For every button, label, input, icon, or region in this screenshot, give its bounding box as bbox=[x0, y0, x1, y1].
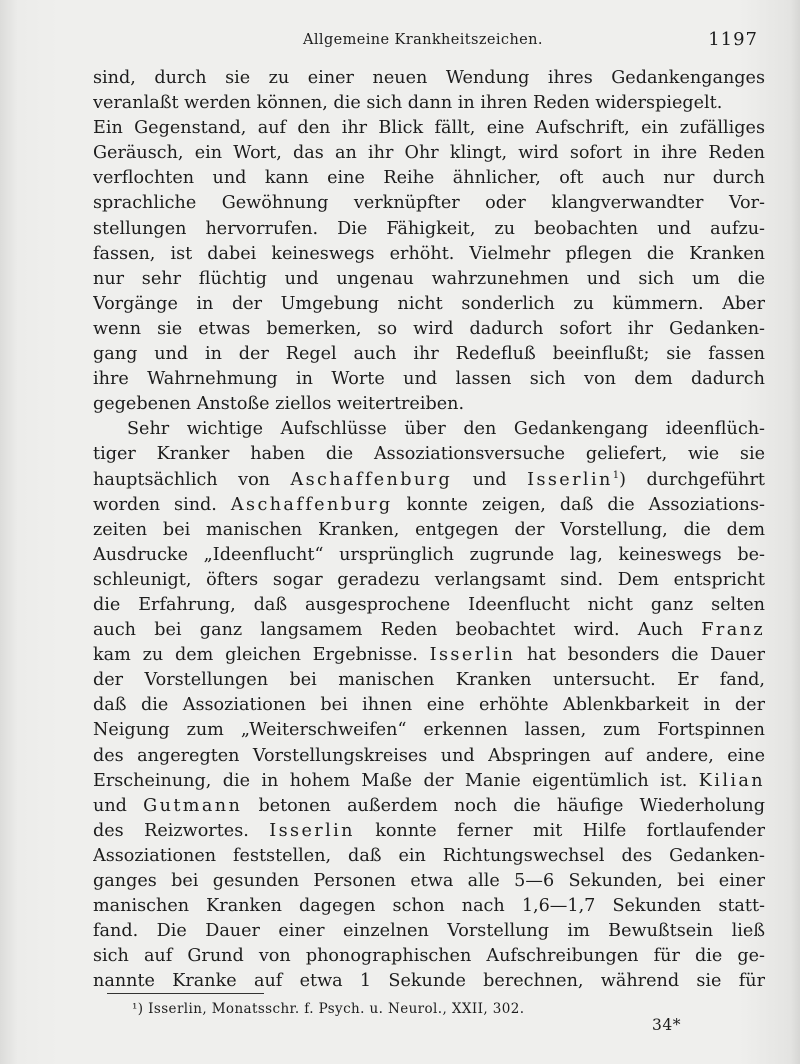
footnote: ¹) Isserlin, Monatsschr. f. Psych. u. Neurol., XXII, 302. bbox=[132, 1001, 525, 1017]
signature-mark: 34* bbox=[652, 1016, 681, 1034]
text-line: zeiten bei manischen Kranken, entgegen der Vorstellung, die dem bbox=[93, 519, 765, 540]
footnote-rule bbox=[107, 993, 264, 994]
text-line: der Vorstellungen bei manischen Kranken untersucht. Er fand, bbox=[93, 670, 765, 691]
text-line: Assoziationen feststellen, daß ein Richtungswechsel des Gedanken- bbox=[93, 845, 765, 866]
text-line: Neigung zum „Weiterschweifen“ erkennen lassen, zum Fortspinnen bbox=[93, 720, 765, 741]
running-head-title: Allgemeine Krankheitszeichen. bbox=[303, 32, 543, 48]
text-line: und Gutmann betonen außerdem noch die häufige Wiederholung bbox=[93, 795, 765, 816]
text-line: stellungen hervorrufen. Die Fähigkeit, zu beobachten und aufzu- bbox=[93, 218, 765, 239]
text-line: des angeregten Vorstellungskreises und Abspringen auf andere, eine bbox=[93, 745, 765, 766]
text-line: veranlaßt werden können, die sich dann in ihren Reden widerspiegelt. bbox=[93, 93, 723, 114]
text-line: nur sehr flüchtig und ungenau wahrzunehmen und sich um die bbox=[93, 268, 765, 289]
body-text bbox=[93, 66, 765, 994]
text-line: Erscheinung, die in hohem Maße der Manie eigentümlich ist. Kilian bbox=[93, 770, 765, 791]
text-line: hauptsächlich von Aschaffenburg und Isserlin$^1$) durchgeführt bbox=[93, 469, 765, 490]
text-line: ihre Wahrnehmung in Worte und lassen sich von dem dadurch bbox=[93, 369, 765, 390]
text-line: worden sind. Aschaffenburg konnte zeigen, daß die Assoziations- bbox=[93, 494, 765, 515]
text-line: ganges bei gesunden Personen etwa alle 5—6 Sekunden, bei einer bbox=[93, 871, 765, 891]
text-line: gegebenen Anstoße ziellos weitertreiben. bbox=[93, 394, 465, 415]
text-line: sich auf Grund von phonographischen Aufschreibungen für die ge- bbox=[93, 946, 765, 967]
text-line: auch bei ganz langsamem Reden beobachtet wird. Auch Franz bbox=[93, 620, 765, 641]
page-number: 1197 bbox=[708, 29, 758, 50]
text-line: Geräusch, ein Wort, das an ihr Ohr klingt, wird sofort in ihre Reden bbox=[93, 143, 765, 164]
text-line: sind, durch sie zu einer neuen Wendung ihres Gedankenganges bbox=[93, 68, 765, 88]
text-line: kam zu dem gleichen Ergebnisse. Isserlin hat besonders die Dauer bbox=[93, 645, 765, 666]
text-line: tiger Kranker haben die Assoziationsversuche geliefert, wie sie bbox=[93, 444, 765, 465]
text-line: gang und in der Regel auch ihr Redefluß beeinflußt; sie fassen bbox=[93, 344, 765, 365]
text-line: Ausdrucke „Ideenflucht“ ursprünglich zugrunde lag, keineswegs be- bbox=[93, 544, 765, 565]
text-line: die Erfahrung, daß ausgesprochene Ideenflucht nicht ganz selten bbox=[93, 594, 765, 615]
text-line: Ein Gegenstand, auf den ihr Blick fällt, eine Aufschrift, ein zufälliges bbox=[93, 118, 765, 139]
running-head bbox=[0, 30, 800, 54]
text-line: manischen Kranken dagegen schon nach 1,6—1,7 Sekunden statt- bbox=[93, 896, 765, 917]
text-line: fassen, ist dabei keineswegs erhöht. Vielmehr pflegen die Kranken bbox=[93, 243, 765, 264]
text-line: Vorgänge in der Umgebung nicht sonderlich zu kümmern. Aber bbox=[93, 293, 765, 314]
text-line: schleunigt, öfters sogar geradezu verlangsamt sind. Dem entspricht bbox=[93, 569, 765, 590]
text-line: sprachliche Gewöhnung verknüpfter oder klangverwandter Vor- bbox=[93, 193, 765, 214]
text-line: des Reizwortes. Isserlin konnte ferner mit Hilfe fortlaufender bbox=[93, 820, 765, 841]
text-line: daß die Assoziationen bei ihnen eine erhöhte Ablenkbarkeit in der bbox=[93, 695, 765, 716]
text-line: nannte Kranke auf etwa 1 Sekunde berechnen, während sie für bbox=[93, 971, 765, 992]
text-line: wenn sie etwas bemerken, so wird dadurch sofort ihr Gedanken- bbox=[93, 318, 765, 339]
text-line: verflochten und kann eine Reihe ähnlicher, oft auch nur durch bbox=[93, 168, 765, 189]
text-line: fand. Die Dauer einer einzelnen Vorstellung im Bewußtsein ließ bbox=[93, 921, 765, 942]
text-line: Sehr wichtige Aufschlüsse über den Gedankengang ideenflüch- bbox=[127, 419, 765, 440]
